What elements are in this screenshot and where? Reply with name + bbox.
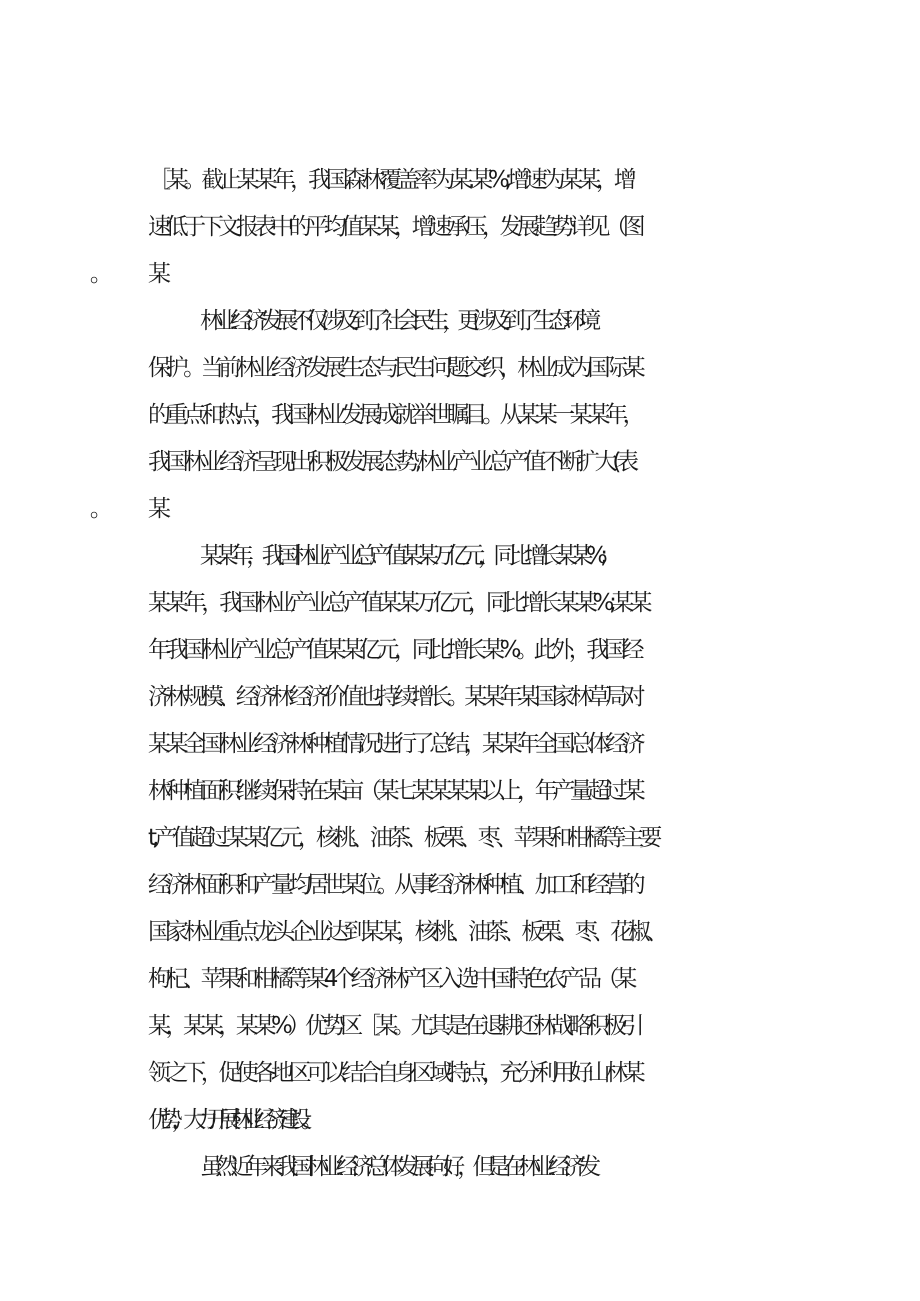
text-line: ［某。截止某某年，我国森林覆盖率为某.某%;增速为某某，增 <box>148 167 632 193</box>
text-line: 优势，大力开展林业经济建设。 <box>148 1107 313 1133</box>
text-line: 我国林业经济呈现出积极发展态势,林业产业总产值不断扩大(表 <box>148 449 634 475</box>
text-line: 某某全国林业经济林种植情况进行了总结，某某年全国总体经济 <box>148 731 641 757</box>
text-line: 林业经济发展不仅涉及到了社会民生，更涉及到了生态环境 <box>200 308 594 334</box>
text-line: 年我国林业产业总产值某某亿元，同比增长某%。此外，我国经 <box>148 637 640 663</box>
text-line: 领之下，促使各地区可以结合自身区域特点，充分利用好山林某 <box>148 1060 641 1086</box>
text-line: 速低于下文报表中的平均值某某，增速承压，发展趋势详见（图 <box>148 214 641 240</box>
text-line: 国家林业重点龙头企业达到某某，核桃、油茶、板栗、枣、花椒、 <box>148 919 664 945</box>
text-line: 某某年，我国林业产业总产值某某万亿元，同比增长某某%;某某 <box>148 590 648 616</box>
text-line <box>148 494 920 524</box>
text-line: 经济林面积和产量均居世某位。从事经济林种植、加工和经营的 <box>148 872 641 898</box>
text-line: 济林规模、经济林经济价值也持续增长。某某年某国家林草局对 <box>148 684 641 710</box>
text-line: 保护。当前林业经济发展生态与民生问题交织，林业成为国际某 <box>148 355 641 381</box>
text-line: 枸杞、苹果和柑橘等某4个经济林产区入选中国特色农产品（某 <box>148 966 632 992</box>
text-line: 虽然近年来我国林业经济总体发展向好，但是在林业经济发 <box>200 1154 594 1180</box>
text-line: 某某年，我国林业产业总产值某某万亿元，同比增长某某%; <box>200 543 601 569</box>
text-line: 林种植面积继续保持在某亩（某七某某某某以上，年产量超过某 <box>148 778 641 804</box>
text-line: t,产值超过某某亿元，核桃、油茶、板栗、枣、苹果和柑橘等主要 <box>148 825 658 851</box>
text-line: 的重点和热点，我国林业发展成就举世瞩目。从某某一某某年， <box>148 402 641 428</box>
text-line <box>148 259 920 289</box>
text-line: 某，某某，某某%）优势区［某。尤其是在退耕还林战略积极引 <box>148 1013 640 1039</box>
